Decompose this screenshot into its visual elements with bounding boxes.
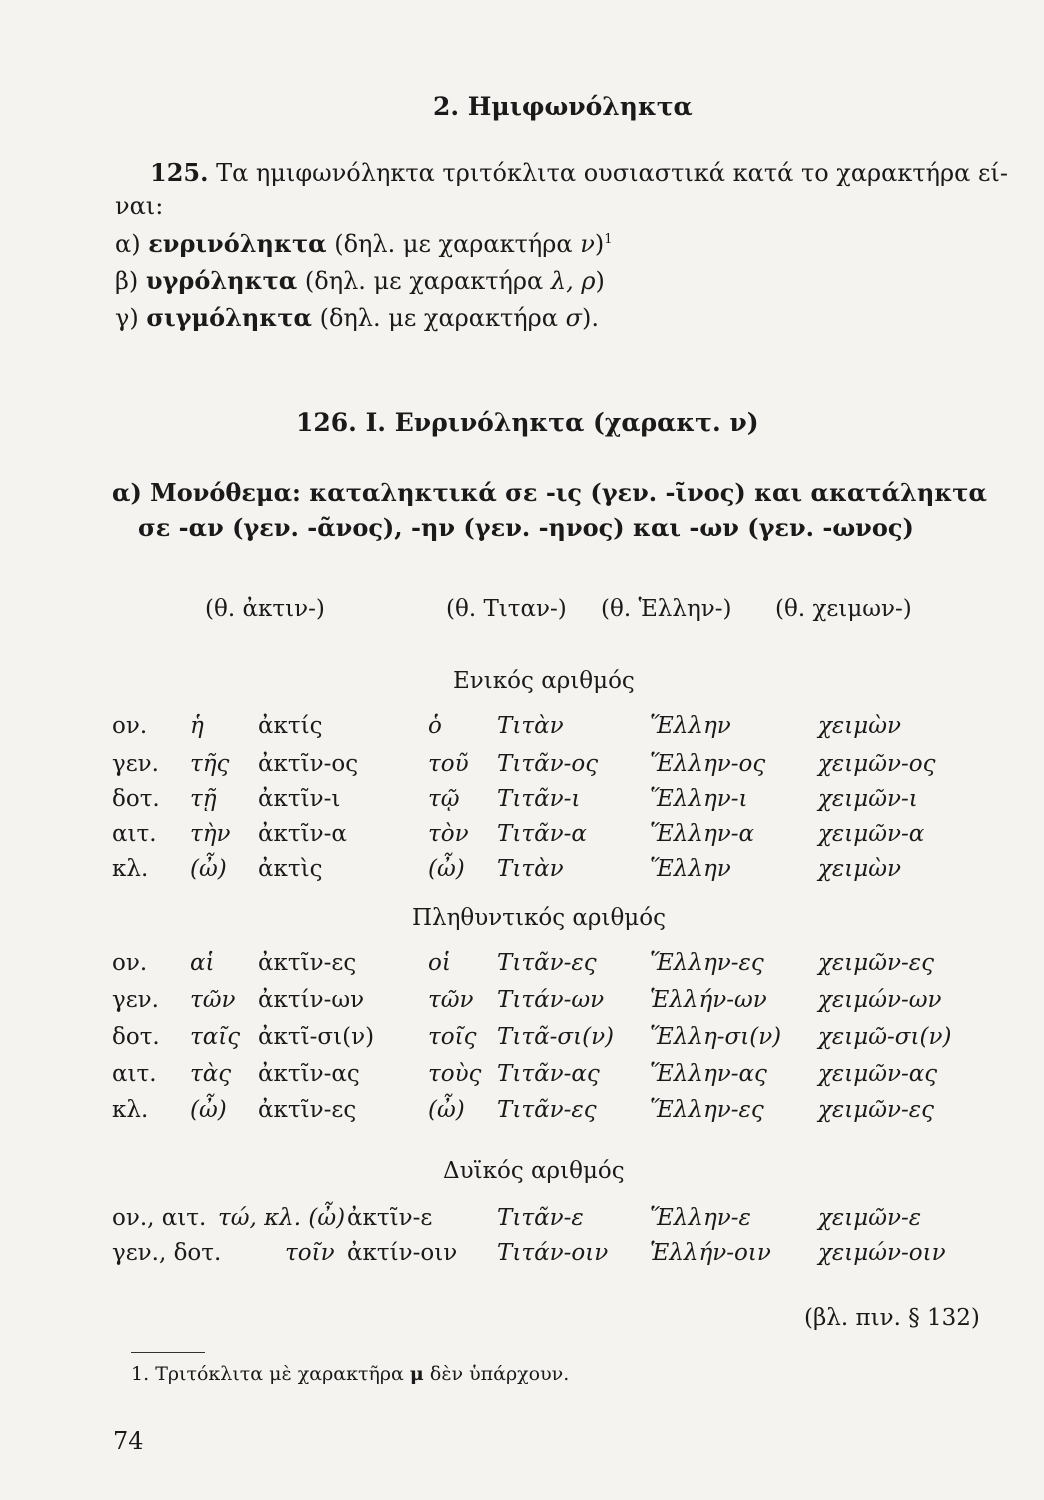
article: τῇ xyxy=(190,786,217,812)
article: (ὦ) xyxy=(428,856,465,882)
stem-ellin: (θ. Ἑλλην-) xyxy=(601,596,732,622)
form-titan: Τιτᾶν-ος xyxy=(497,751,599,777)
article: τοῖν xyxy=(285,1240,335,1266)
form-cheimon: χειμῶν-ες xyxy=(818,1097,934,1123)
form-aktin: ἀκτῖ-σι(ν) xyxy=(258,1024,375,1050)
form-cheimon: χειμῶν-α xyxy=(818,821,925,847)
article: τοῦ xyxy=(428,751,469,777)
form-titan: Τιτᾶ-σι(ν) xyxy=(497,1024,615,1050)
form-ellin: Ἕλλην xyxy=(650,856,731,882)
article: ἡ xyxy=(190,713,204,739)
form-aktin: ἀκτίν-οιν xyxy=(347,1240,458,1266)
article: τὸν xyxy=(428,821,469,847)
dual-title: Δυϊκός αριθμός xyxy=(443,1158,625,1184)
section-126-title: 126. Ι. Ενρινόληκτα (χαρακτ. ν) xyxy=(296,408,759,437)
article: (ὦ) xyxy=(190,856,227,882)
stem-titan: (θ. Τιταν-) xyxy=(446,596,567,622)
form-titan: Τιτᾶν-ες xyxy=(497,950,597,976)
article: (ὦ) xyxy=(428,1097,465,1123)
form-aktin: ἀκτίν-ων xyxy=(258,987,365,1013)
article: τῷ xyxy=(428,786,460,812)
category-item-enrinolikta: α) ενρινόληκτα (δηλ. με χαρακτήρα ν)$^1$ xyxy=(115,229,613,258)
form-ellin: Ἕλλην-ες xyxy=(650,1097,764,1123)
article: οἱ xyxy=(428,950,451,976)
form-titan: Τιτάν-οιν xyxy=(497,1240,609,1266)
form-ellin: Ἕλλην-α xyxy=(650,821,755,847)
form-aktin: ἀκτῖν-ε xyxy=(347,1205,433,1231)
paragraph-text-line1: Τα ημιφωνόληκτα τριτόκλιτα ουσιαστικά κατά το χαρακτήρα εί- xyxy=(208,159,1008,187)
singular-title: Ενικός αριθμός xyxy=(453,668,635,694)
article: ταῖς xyxy=(190,1024,241,1050)
form-cheimon: χειμῶν-ες xyxy=(818,950,934,976)
form-ellin: Ἕλλην-ε xyxy=(650,1205,751,1231)
form-ellin: Ἕλλη-σι(ν) xyxy=(650,1024,782,1050)
article: ὁ xyxy=(428,713,442,739)
form-cheimon: χειμῶν-ας xyxy=(818,1061,938,1087)
footnote-divider xyxy=(131,1352,205,1353)
case-label: γεν. xyxy=(112,751,159,777)
article: τῶν xyxy=(190,987,236,1013)
form-ellin: Ἕλλην-ος xyxy=(650,751,766,777)
case-label: δοτ. xyxy=(112,1024,160,1050)
form-cheimon: χειμῶν-ε xyxy=(818,1205,922,1231)
form-cheimon: χειμῶν-ος xyxy=(818,751,936,777)
form-cheimon: χειμῶ-σι(ν) xyxy=(818,1024,952,1050)
form-titan: Τιτὰν xyxy=(497,713,564,739)
footnote-ref: 1 xyxy=(604,232,613,247)
form-cheimon: χειμών-οιν xyxy=(818,1240,946,1266)
section-title: 2. Ημιφωνόληκτα xyxy=(433,92,693,121)
article: (ὦ) xyxy=(190,1097,227,1123)
case-label: γεν. xyxy=(112,987,159,1013)
case-label: γεν., δοτ. xyxy=(112,1240,222,1266)
page-number: 74 xyxy=(113,1427,144,1455)
stem-aktin: (θ. ἀκτιν-) xyxy=(205,596,325,622)
reference-note: (βλ. πιν. § 132) xyxy=(804,1305,980,1331)
case-label: κλ. xyxy=(112,856,149,882)
form-aktin: ἀκτὶς xyxy=(258,856,323,882)
article: τῆς xyxy=(190,751,230,777)
form-ellin: Ἕλλην-ες xyxy=(650,950,764,976)
stem-cheimon: (θ. χειμων-) xyxy=(775,596,912,622)
form-ellin: Ἕλλην-ι xyxy=(650,786,748,812)
article: τὰς xyxy=(190,1061,232,1087)
form-aktin: ἀκτῖν-ι xyxy=(258,786,341,812)
case-label: αιτ. xyxy=(112,1061,157,1087)
form-ellin: Ἑλλήν-οιν xyxy=(650,1240,771,1266)
subheading-line2: σε -αν (γεν. -ᾶνος), -ην (γεν. -ηνος) και -ων (γεν. -ωνος) xyxy=(138,513,914,542)
form-cheimon: χειμῶν-ι xyxy=(818,786,918,812)
form-ellin: Ἕλλην-ας xyxy=(650,1061,767,1087)
paragraph-125-line1 xyxy=(150,158,1008,187)
form-aktin: ἀκτίς xyxy=(258,713,323,739)
article: τὴν xyxy=(190,821,231,847)
form-ellin: Ἕλλην xyxy=(650,713,731,739)
form-aktin: ἀκτῖν-α xyxy=(258,821,347,847)
case-label: δοτ. xyxy=(112,786,160,812)
article: τοῖς xyxy=(428,1024,477,1050)
subheading-line1: α) Μονόθεμα: καταληκτικά σε -ις (γεν. -ῖνος) και ακατάληκτα xyxy=(112,478,987,507)
form-titan: Τιτᾶν-ες xyxy=(497,1097,597,1123)
paragraph-number: 125. xyxy=(150,158,209,187)
form-titan: Τιτᾶν-ας xyxy=(497,1061,600,1087)
form-ellin: Ἑλλήν-ων xyxy=(650,987,767,1013)
article: τώ, κλ. (ὦ) xyxy=(218,1205,346,1231)
form-aktin: ἀκτῖν-ας xyxy=(258,1061,360,1087)
form-cheimon: χειμὼν xyxy=(818,713,901,739)
plural-title: Πληθυντικός αριθμός xyxy=(412,905,666,931)
form-cheimon: χειμών-ων xyxy=(818,987,942,1013)
case-label: ον. xyxy=(112,713,148,739)
form-aktin: ἀκτῖν-ος xyxy=(258,751,359,777)
form-titan: Τιτάν-ων xyxy=(497,987,605,1013)
case-label: αιτ. xyxy=(112,821,157,847)
category-item-sigmolikta: γ) σιγμόληκτα (δηλ. με χαρακτήρα σ). xyxy=(115,303,599,332)
case-label: κλ. xyxy=(112,1097,149,1123)
article: τῶν xyxy=(428,987,474,1013)
footnote: 1. Τριτόκλιτα μὲ χαρακτῆρα μ δὲν ὑπάρχουν. xyxy=(131,1363,570,1385)
form-aktin: ἀκτῖν-ες xyxy=(258,1097,357,1123)
paragraph-125-line2: ναι: xyxy=(115,192,164,220)
form-aktin: ἀκτῖν-ες xyxy=(258,950,357,976)
article: αἱ xyxy=(190,950,215,976)
case-label: ον. xyxy=(112,950,148,976)
form-titan: Τιτᾶν-ι xyxy=(497,786,581,812)
form-titan: Τιτὰν xyxy=(497,856,564,882)
form-titan: Τιτᾶν-α xyxy=(497,821,587,847)
article: τοὺς xyxy=(428,1061,482,1087)
category-item-ygrolikta: β) υγρόληκτα (δηλ. με χαρακτήρα λ, ρ) xyxy=(115,266,605,295)
form-titan: Τιτᾶν-ε xyxy=(497,1205,584,1231)
form-cheimon: χειμὼν xyxy=(818,856,901,882)
case-label: ον., αιτ. xyxy=(112,1205,207,1231)
